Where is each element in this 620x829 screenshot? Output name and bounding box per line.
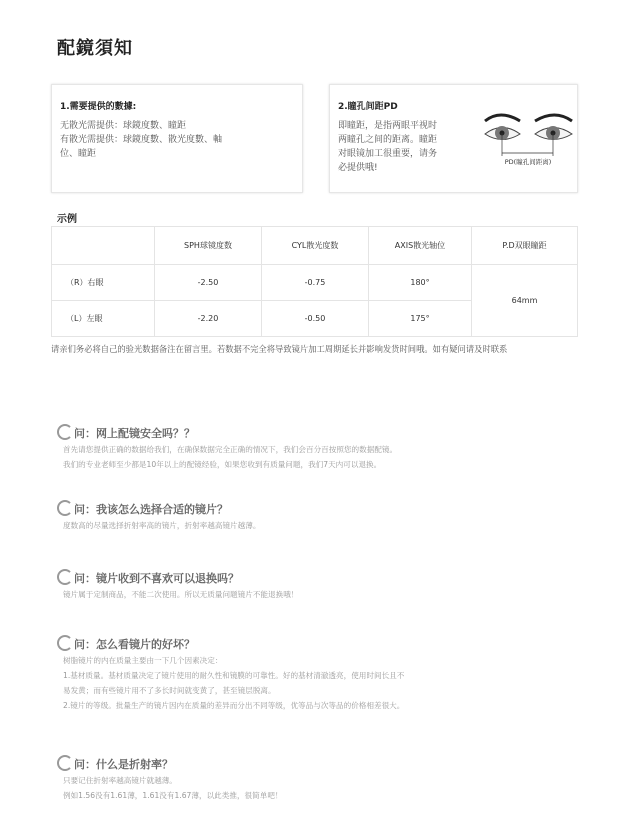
faq-answer: 我们的专业老师至少都是10年以上的配镜经验，如果您收到有质量问题，我们7天内可以退换。 [63, 460, 382, 469]
question-mark-icon [57, 755, 73, 771]
faq-item [57, 755, 283, 803]
faq-question-text: 问：我该怎么选择合适的镜片？ [74, 503, 228, 516]
faq-question-text: 问：镜片收到不喜欢可以退换吗？ [74, 572, 239, 585]
table-row [52, 265, 578, 301]
faq-question-text: 问：网上配镜安全吗？？ [74, 427, 195, 440]
faq-answer: 首先请您提供正确的数据给我们，在确保数据完全正确的情况下，我们会百分百按照您的数据配镜。 [63, 445, 398, 454]
prescription-table [51, 226, 578, 337]
example-title: 示例 [57, 214, 77, 225]
faq-answer: 树脂镜片的内在质量主要由一下几个因素决定： [63, 656, 223, 665]
faq-question-text: 问：什么是折射率？ [74, 758, 173, 771]
faq-answer: 镜片属于定制商品，不能二次使用。所以无质量问题镜片不能退换哦！ [63, 590, 299, 599]
table-header-cell: SPH球镜度数 [155, 227, 262, 265]
faq-item [57, 424, 397, 472]
table-cell-sph: -2.50 [155, 265, 262, 301]
table-header-cell [52, 227, 155, 265]
table-header-cell: P.D双眼瞳距 [472, 227, 578, 265]
question-mark-icon [57, 635, 73, 651]
page-title: 配鏡須知 [57, 38, 133, 59]
table-cell-sph: -2.20 [155, 301, 262, 337]
table-cell-axis: 180° [369, 265, 472, 301]
card-line: 必提供哦! [338, 163, 378, 173]
pd-diagram-label: PD(瞳孔间距离) [504, 158, 552, 166]
faq-answer: 1.基材质量。基材质量决定了镜片使用的耐久性和镜膜的可靠性。好的基材清澈透亮，使用时间长且不 [63, 671, 405, 680]
card-line: 位、瞳距 [60, 149, 97, 159]
faq-question-text: 问：怎么看镜片的好坏？ [74, 638, 195, 651]
question-mark-icon [57, 424, 73, 440]
card-body [60, 119, 222, 161]
faq-item [57, 500, 260, 533]
table-cell-eye: （R）右眼 [52, 265, 155, 301]
faq-question [57, 424, 397, 442]
card-line: 两瞳孔之间的距离。瞳距 [338, 135, 438, 145]
faq-item [57, 635, 404, 713]
eyebrow-left [485, 115, 520, 121]
table-header-row [52, 227, 578, 265]
faq-answer: 易发黄；而有些镜片用不了多长时间就变黄了，甚至镜层脱离。 [63, 686, 276, 695]
card-body [338, 119, 456, 175]
faq-question [57, 569, 298, 587]
table-cell-eye: （L）左眼 [52, 301, 155, 337]
required-data-card [51, 84, 303, 193]
note-text: 请亲们务必将自己的验光数据备注在留言里。若数据不完全将导致镜片加工周期延长并影响发货时间哦。如有疑问请及时联系 [51, 344, 508, 354]
card-heading: 1.需要提供的數據: [60, 102, 137, 112]
card-line: 无散光需提供：球鏡度數、瞳距 [60, 121, 187, 131]
faq-question [57, 755, 283, 773]
table-header-cell: AXIS散光轴位 [369, 227, 472, 265]
faq-answer: 只要记住折射率越高镜片就越薄。 [63, 776, 177, 785]
card-heading: 2.瞳孔间距PD [338, 102, 398, 112]
table-cell-axis: 175° [369, 301, 472, 337]
card-line: 有散光需提供：球鏡度數、散光度數、軸 [60, 135, 223, 145]
eyebrow-right [535, 115, 572, 121]
faq-item [57, 569, 298, 602]
card-line: 对眼镜加工很重要，请务 [338, 149, 438, 159]
table-cell-pd: 64mm [472, 265, 578, 337]
faq-answer: 度数高的尽量选择折射率高的镜片，折射率越高镜片越薄。 [63, 521, 261, 530]
table-header-cell: CYL散光度数 [262, 227, 369, 265]
question-mark-icon [57, 500, 73, 516]
faq-question [57, 500, 260, 518]
faq-answer: 2.镜片的等级。批量生产的镜片因内在质量的差异而分出不同等级，优等品与次等品的价格相差很大。 [63, 701, 405, 710]
table-cell-cyl: -0.75 [262, 265, 369, 301]
faq-answer: 例如1.56没有1.61薄，1.61没有1.67薄，以此类推，很简单吧！ [63, 791, 283, 800]
pupil-distance-card [329, 84, 578, 193]
card-line: 即瞳距，是指两眼平视时 [338, 121, 438, 131]
table-cell-cyl: -0.50 [262, 301, 369, 337]
question-mark-icon [57, 569, 73, 585]
eyes-diagram [480, 101, 575, 171]
faq-question [57, 635, 404, 653]
